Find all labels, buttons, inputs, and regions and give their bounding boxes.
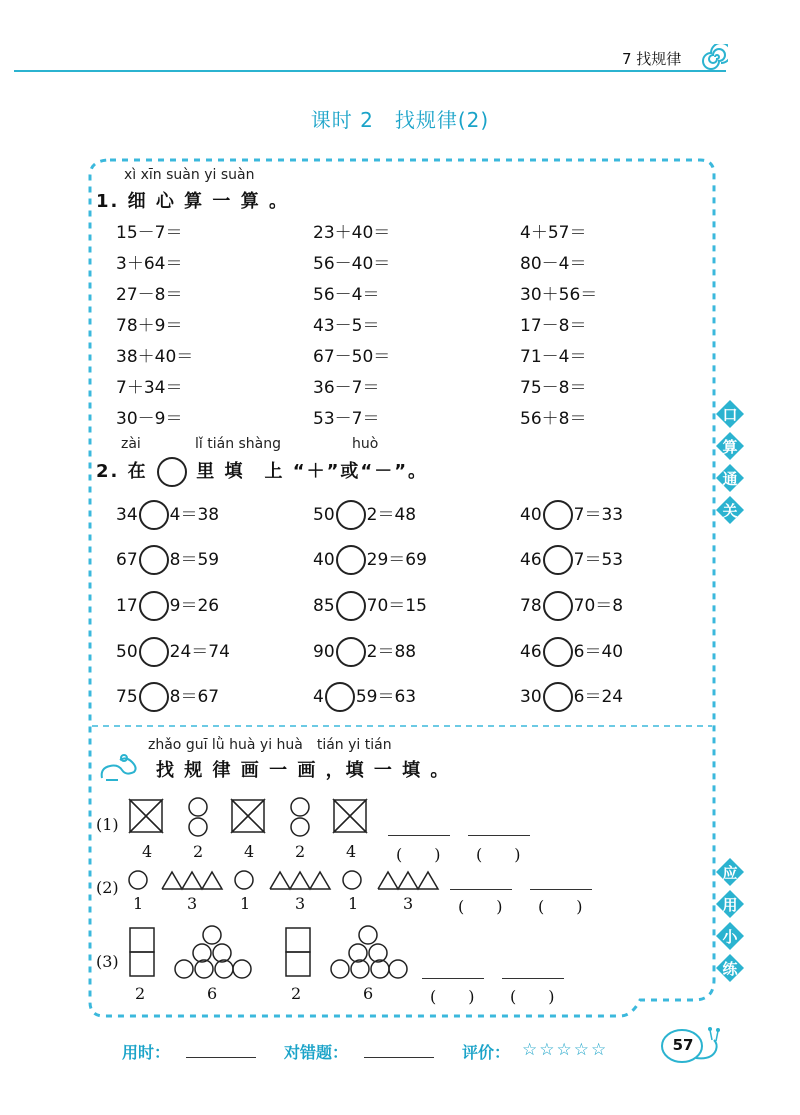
section2-pinyin-li: lǐ tián shàng	[195, 436, 282, 452]
fill-op-item: 30 6＝24	[520, 682, 623, 712]
q3-draw-blank[interactable]	[422, 978, 484, 979]
calc-item: 78＋9＝	[116, 316, 183, 336]
page-label: 7 找规律	[622, 50, 682, 68]
fill-op-item: 50 2＝48	[313, 500, 416, 530]
calc-item: 15－7＝	[116, 223, 183, 243]
side-tab-guan: 关	[716, 496, 744, 524]
q1-number: 4	[244, 842, 255, 861]
q2-answer-paren[interactable]: ( )	[538, 897, 583, 916]
rating-stars[interactable]: ☆☆☆☆☆	[522, 1040, 609, 1060]
q1-pattern-shapes	[126, 796, 386, 840]
q2-number: 3	[295, 894, 306, 913]
operator-circle[interactable]	[139, 500, 169, 530]
fill-op-item: 46 6＝40	[520, 637, 623, 667]
fill-op-item: 34 4＝38	[116, 500, 219, 530]
q1-number: 4	[346, 842, 357, 861]
bowtie-shape	[334, 800, 366, 832]
q1-answer-paren[interactable]: ( )	[476, 845, 521, 864]
side-tab-xiao: 小	[716, 922, 744, 950]
operator-circle[interactable]	[139, 545, 169, 575]
q2-answer-paren[interactable]: ( )	[458, 897, 503, 916]
calc-item: 56－40＝	[313, 254, 391, 274]
calc-item: 3＋64＝	[116, 254, 183, 274]
q3-number: 2	[291, 984, 302, 1003]
operator-circle[interactable]	[543, 637, 573, 667]
operator-circle[interactable]	[139, 591, 169, 621]
operator-circle[interactable]	[543, 545, 573, 575]
q2-number: 1	[240, 894, 251, 913]
q1-number: 4	[142, 842, 153, 861]
q3-label: (3)	[96, 952, 119, 971]
side-tab-tong: 通	[716, 464, 744, 492]
side-tab-kou: 口	[716, 400, 744, 428]
rating-label: 评价：	[462, 1043, 511, 1062]
operator-circle[interactable]	[336, 637, 366, 667]
circle-shape	[129, 871, 147, 889]
q3-number: 2	[135, 984, 146, 1003]
calc-item: 4＋57＝	[520, 223, 587, 243]
errors-label: 对错题：	[284, 1043, 349, 1062]
double-circle-shape	[189, 798, 207, 836]
q2-pattern-shapes	[126, 868, 442, 894]
double-circle-shape	[291, 798, 309, 836]
triangle-row-shape	[270, 872, 330, 889]
q3-answer-paren[interactable]: ( )	[510, 987, 555, 1006]
fill-op-item: 46 7＝53	[520, 545, 623, 575]
triangle-row-shape	[162, 872, 222, 889]
q1-label: (1)	[96, 815, 119, 834]
section1-pinyin: xì xīn suàn yi suàn	[124, 167, 255, 183]
operator-circle[interactable]	[336, 591, 366, 621]
double-square-shape	[130, 928, 154, 976]
circle-shape	[235, 871, 253, 889]
section1-heading: 1. 细 心 算 一 算 。	[96, 191, 289, 212]
q2-number: 3	[187, 894, 198, 913]
q3-answer-paren[interactable]: ( )	[430, 987, 475, 1006]
q1-draw-blank[interactable]	[388, 835, 450, 836]
bowtie-shape	[130, 800, 162, 832]
operator-circle[interactable]	[543, 500, 573, 530]
lesson-title: 课时 2 找规律(2)	[310, 108, 490, 132]
page-number: 57	[672, 1036, 694, 1054]
operator-circle[interactable]	[336, 500, 366, 530]
time-input-line[interactable]	[186, 1056, 256, 1058]
q1-number: 2	[295, 842, 306, 861]
calc-item: 23＋40＝	[313, 223, 391, 243]
triangle-row-shape	[378, 872, 438, 889]
circle-triangle-shape	[331, 926, 407, 978]
calc-item: 80－4＝	[520, 254, 587, 274]
calc-item: 56－4＝	[313, 285, 380, 305]
mascot-icon	[98, 750, 140, 784]
q2-label: (2)	[96, 878, 119, 897]
section2-pinyin-zai: zài	[121, 436, 141, 452]
side-tab-suan: 算	[716, 432, 744, 460]
circle-shape	[343, 871, 361, 889]
fill-op-item: 67 8＝59	[116, 545, 219, 575]
errors-input-line[interactable]	[364, 1056, 434, 1058]
q3-number: 6	[363, 984, 374, 1003]
calc-item: 36－7＝	[313, 378, 380, 398]
q3-pattern-shapes	[126, 922, 416, 984]
calc-item: 43－5＝	[313, 316, 380, 336]
fill-op-item: 50 24＝74	[116, 637, 230, 667]
operator-circle[interactable]	[543, 682, 573, 712]
fill-op-item: 17 9＝26	[116, 591, 219, 621]
fill-op-item: 75 8＝67	[116, 682, 219, 712]
calc-item: 71－4＝	[520, 347, 587, 367]
fill-op-item: 40 29＝69	[313, 545, 427, 575]
section2-heading	[96, 457, 428, 487]
calc-item: 30－9＝	[116, 409, 183, 429]
double-square-shape	[286, 928, 310, 976]
calc-item: 53－7＝	[313, 409, 380, 429]
time-label: 用时：	[122, 1043, 171, 1062]
side-tab-lian: 练	[716, 954, 744, 982]
q2-number: 1	[348, 894, 359, 913]
q1-number: 2	[193, 842, 204, 861]
fill-op-item: 85 70＝15	[313, 591, 427, 621]
operator-circle[interactable]	[325, 682, 355, 712]
side-tab-yong: 用	[716, 890, 744, 918]
q3-draw-blank[interactable]	[502, 978, 564, 979]
side-tab-ying: 应	[716, 858, 744, 886]
operator-circle[interactable]	[139, 637, 169, 667]
answer-circle-icon	[157, 457, 187, 487]
calc-item: 17－8＝	[520, 316, 587, 336]
calc-item: 38＋40＝	[116, 347, 194, 367]
calc-item: 27－8＝	[116, 285, 183, 305]
q2-number: 3	[403, 894, 414, 913]
calc-item: 67－50＝	[313, 347, 391, 367]
fill-op-item: 40 7＝33	[520, 500, 623, 530]
operator-circle[interactable]	[336, 545, 366, 575]
section3-heading: 找 规 律 画 一 画 ，填 一 填 。	[156, 760, 451, 781]
q1-answer-paren[interactable]: ( )	[396, 845, 441, 864]
q3-number: 6	[207, 984, 218, 1003]
section3-pinyin: zhǎo guī lǜ huà yi huà tián yi tián	[148, 737, 392, 753]
operator-circle[interactable]	[543, 591, 573, 621]
fill-op-item: 90 2＝88	[313, 637, 416, 667]
calc-item: 75－8＝	[520, 378, 587, 398]
calc-item: 30＋56＝	[520, 285, 598, 305]
bowtie-shape	[232, 800, 264, 832]
q2-draw-blank[interactable]	[530, 889, 592, 890]
circle-triangle-shape	[175, 926, 251, 978]
calc-item: 56＋8＝	[520, 409, 587, 429]
operator-circle[interactable]	[139, 682, 169, 712]
calc-item: 7＋34＝	[116, 378, 183, 398]
q2-number: 1	[133, 894, 144, 913]
q2-draw-blank[interactable]	[450, 889, 512, 890]
section2-heading-prefix: 2. 在	[96, 461, 148, 482]
section2-heading-suffix: 里 填 上 “＋”或“－”。	[196, 461, 429, 482]
fill-op-item: 4 59＝63	[313, 682, 416, 712]
fill-op-item: 78 70＝8	[520, 591, 623, 621]
q1-draw-blank[interactable]	[468, 835, 530, 836]
section2-pinyin-huo: huò	[352, 436, 379, 452]
